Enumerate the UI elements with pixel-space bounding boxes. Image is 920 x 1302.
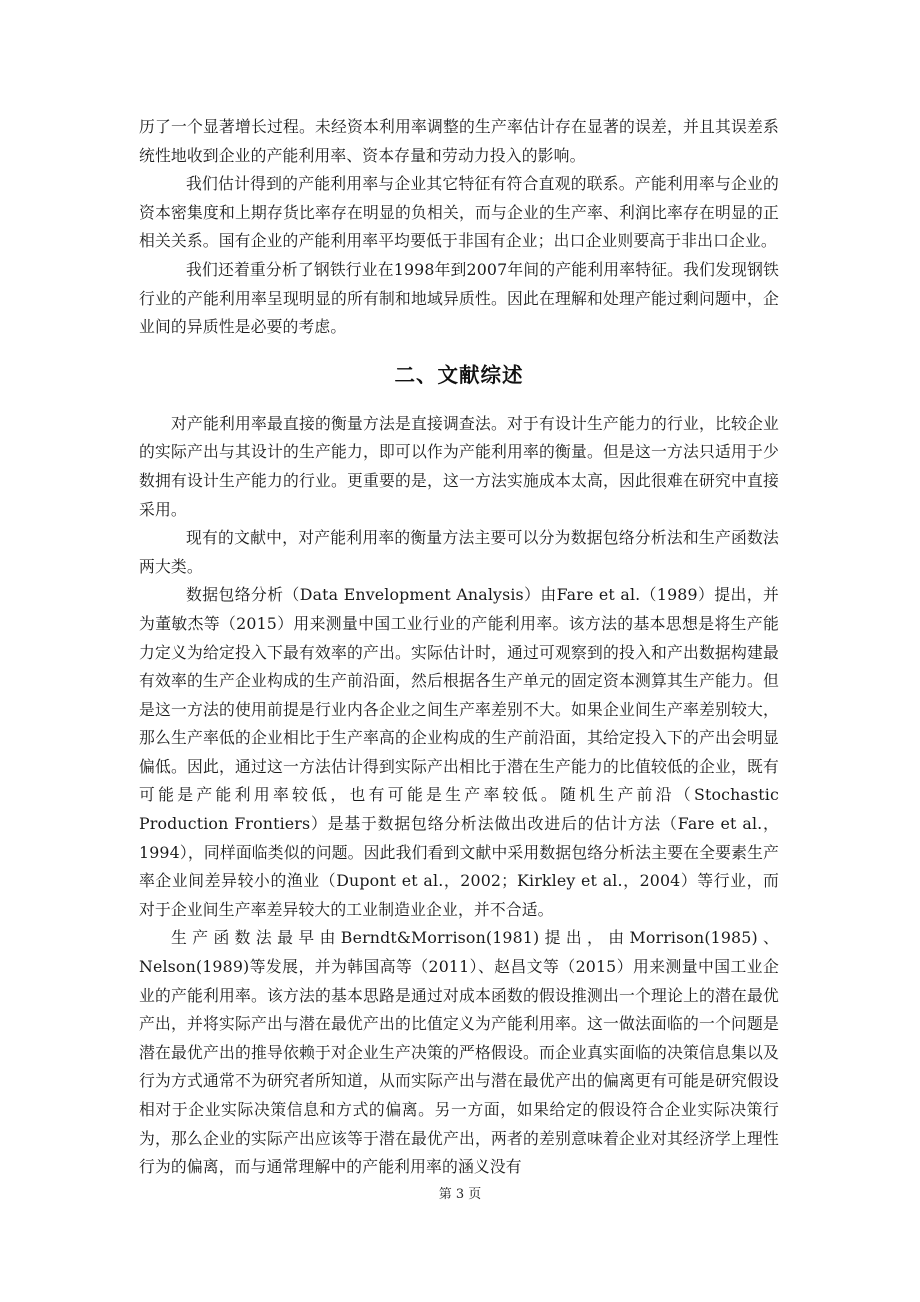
intro-paragraph-correlation: 我们估计得到的产能利用率与企业其它特征有符合直观的联系。产能利用率与企业的资本密集度和上期存货比率存在明显的负相关，而与企业的生产率、利润比率存在明显的正相关关系。国有企业的产能利用率平均要低于非国有企业；出口企业则要高于非出口企业。 (139, 174, 779, 251)
review-paragraph-methods-overview: 现有的文献中，对产能利用率的衡量方法主要可以分为数据包络分析法和生产函数法两大类。 (139, 528, 779, 576)
intro-paragraph-steel: 我们还着重分析了钢铁行业在1998年到2007年间的产能利用率特征。我们发现钢铁行业的产能利用率呈现明显的所有制和地域异质性。因此在理解和处理产能过剩问题中，企业间的异质性是必要的考虑。 (139, 259, 779, 337)
review-paragraph-direct-survey: 对产能利用率最直接的衡量方法是直接调查法。对于有设计生产能力的行业，比较企业的实际产出与其设计的生产能力，即可以作为产能利用率的衡量。但是这一方法只适用于少数拥有设计生产能力的行业。更重要的是，这一方法实施成本太高，因此很难在研究中直接采用。 (139, 413, 779, 519)
section-heading-literature-review: 二、文献综述 (394, 362, 524, 387)
page-number: 第 3 页 (438, 1187, 482, 1202)
review-paragraph-production-function: 生产函数法最早由Berndt&Morrison(1981)提出，由Morrison(1985)、Nelson(1989)等发展，并为韩国高等（2011）、赵昌文等（2015）用来测量中国工业企业的产能利用率。该方法的基本思路是通过对成本函数的假设推测出一个理论上的潜在最优产出，并将实际产出与潜在最优产出的比值定义为产能利用率。这一做法面临的一个问题是潜在最优产出的推导依赖于对企业生产决策的严格假设。而企业真实面临的决策信息集以及行为方式通常不为研究者所知道，从而实际产出与潜在最优产出的偏离更有可能是研究假设相对于企业实际决策信息和方式的偏离。另一方面，如果给定的假设符合企业实际决策行为，那么企业的实际产出应该等于潜在最优产出，两者的差别意味着企业对其经济学上理性行为的偏离，而与通常理解中的产能利用率的涵义没有 (139, 928, 779, 1177)
page-body (139, 113, 779, 1182)
review-paragraph-dea: 数据包络分析（Data Envelopment Analysis）由Fare et al.（1989）提出，并为董敏杰等（2015）用来测量中国工业行业的产能利用率。该方法的基本思想是将生产能力定义为给定投入下最有效率的产出。实际估计时，通过可观察到的投入和产出数据构建最有效率的生产企业构成的生产前沿面，然后根据各生产单元的固定资本测算其生产能力。但是这一方法的使用前提是行业内各企业之间生产率差别不大。如果企业间生产率差别较大，那么生产率低的企业相比于生产率高的企业构成的生产前沿面，其给定投入下的产出会明显偏低。因此，通过这一方法估计得到实际产出相比于潜在生产能力的比值较低的企业，既有可能是产能利用率较低，也有可能是生产率较低。随机生产前沿（Stochastic Production Frontiers）是基于数据包络分析法做出改进后的估计方法（Fare et al.，1994），同样面临类似的问题。因此我们看到文献中采用数据包络分析法主要在全要素生产率企业间差异较小的渔业（Dupont et al.，2002；Kirkley et al.，2004）等行业，而对于企业间生产率差异较大的工业制造业企业，并不合适。 (139, 585, 779, 919)
intro-paragraph-continued: 历了一个显著增长过程。未经资本利用率调整的生产率估计存在显著的误差，并且其误差系统性地收到企业的产能利用率、资本存量和劳动力投入的影响。 (139, 117, 779, 165)
